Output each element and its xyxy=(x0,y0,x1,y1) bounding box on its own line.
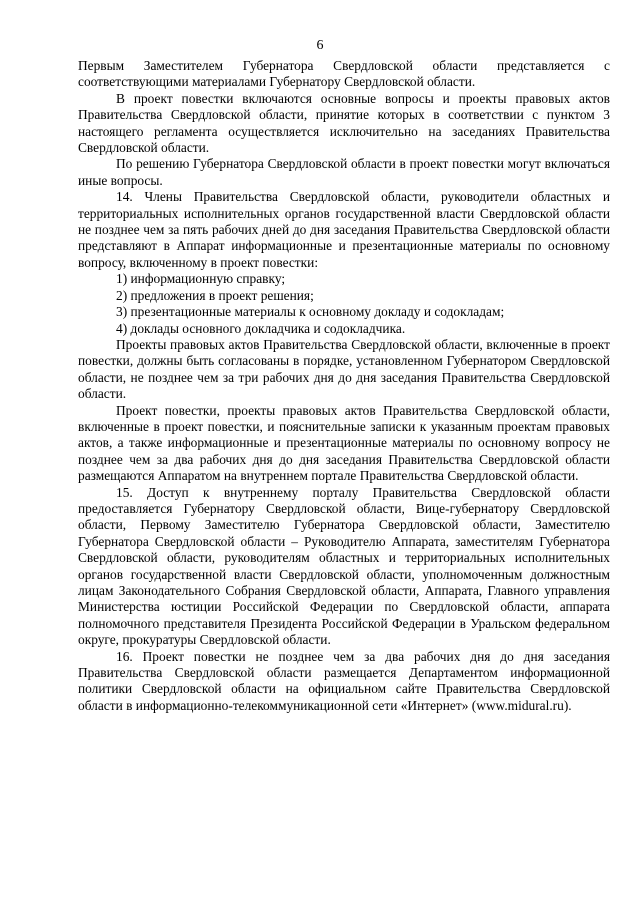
paragraph-clause-15: 15. Доступ к внутреннему порталу Правительства Свердловской области предоставляется Губернатору Свердловской области, Вице-губернатору Свердловской области, Первому Заместителю Губернатора Свердловской области, Заместителю Губернатора Свердловской области – Руководителю Аппарата, заместителям Губернатора Свердловской области, руководителям областных и территориальных исполнительных органов государственной власти Свердловской области, уполномоченным должностным лицам Законодательного Собрания Свердловской области, Аппарата, Главного управления Министерства юстиции Российской Федерации по Свердловской области, аппарата полномочного представителя Президента Российской Федерации в Уральском федеральном округе, прокуратуры Свердловской области. xyxy=(78,484,610,648)
paragraph-other-questions: По решению Губернатора Свердловской области в проект повестки могут включаться иные вопросы. xyxy=(78,156,610,188)
paragraph-clause-14: 14. Члены Правительства Свердловской области, руководители областных и территориальных исполнительных органов государственной власти Свердловской области не позднее чем за пять рабочих дней до дня заседания Правительства Свердловской области представляют в Аппарат информационные и презентационные материалы по основному вопросу, включенному в проект повестки: xyxy=(78,189,610,270)
list-item-2: 2) предложения в проект решения; xyxy=(116,287,314,303)
paragraph-portal-placement: Проект повестки, проекты правовых актов Правительства Свердловской области, включенные в проект повестки, и пояснительные записки к указанным проектам правовых актов, а также информационные и презентационные материалы по основному вопросу не позднее чем за два рабочих дня до дня заседания Правительства Свердловской области размещаются Аппаратом на внутреннем портале Правительства Свердловской области. xyxy=(78,402,610,484)
paragraph-agenda-contents: В проект повестки включаются основные вопросы и проекты правовых актов Правительства Свердловской области, принятие которых в соответствии с пунктом 3 настоящего регламента осуществляется исключительно на заседаниях Правительства Свердловской области. xyxy=(78,90,610,156)
paragraph-draft-acts-approval: Проекты правовых актов Правительства Свердловской области, включенные в проект повестки, должны быть согласованы в порядке, установленном Губернатором Свердловской области, не позднее чем за три рабочих дня до дня заседания Правительства Свердловской области. xyxy=(78,336,610,402)
paragraph-continuation: Первым Заместителем Губернатора Свердловской области представляется с соответствующими материалами Губернатору Свердловской области. xyxy=(78,58,610,90)
page-number: 6 xyxy=(316,38,324,53)
document-body xyxy=(78,58,610,714)
list-item-1: 1) информационную справку; xyxy=(116,271,286,287)
list-item-3: 3) презентационные материалы к основному докладу и содокладам; xyxy=(116,304,505,320)
paragraph-clause-16: 16. Проект повестки не позднее чем за два рабочих дня до дня заседания Правительства Свердловской области размещается Департаментом информационной политики Свердловской области на официальном сайте Правительства Свердловской области в информационно-телекоммуникационной сети «Интернет» (www.midural.ru). xyxy=(78,648,610,713)
list-item-4: 4) доклады основного докладчика и содокладчика. xyxy=(116,320,406,336)
